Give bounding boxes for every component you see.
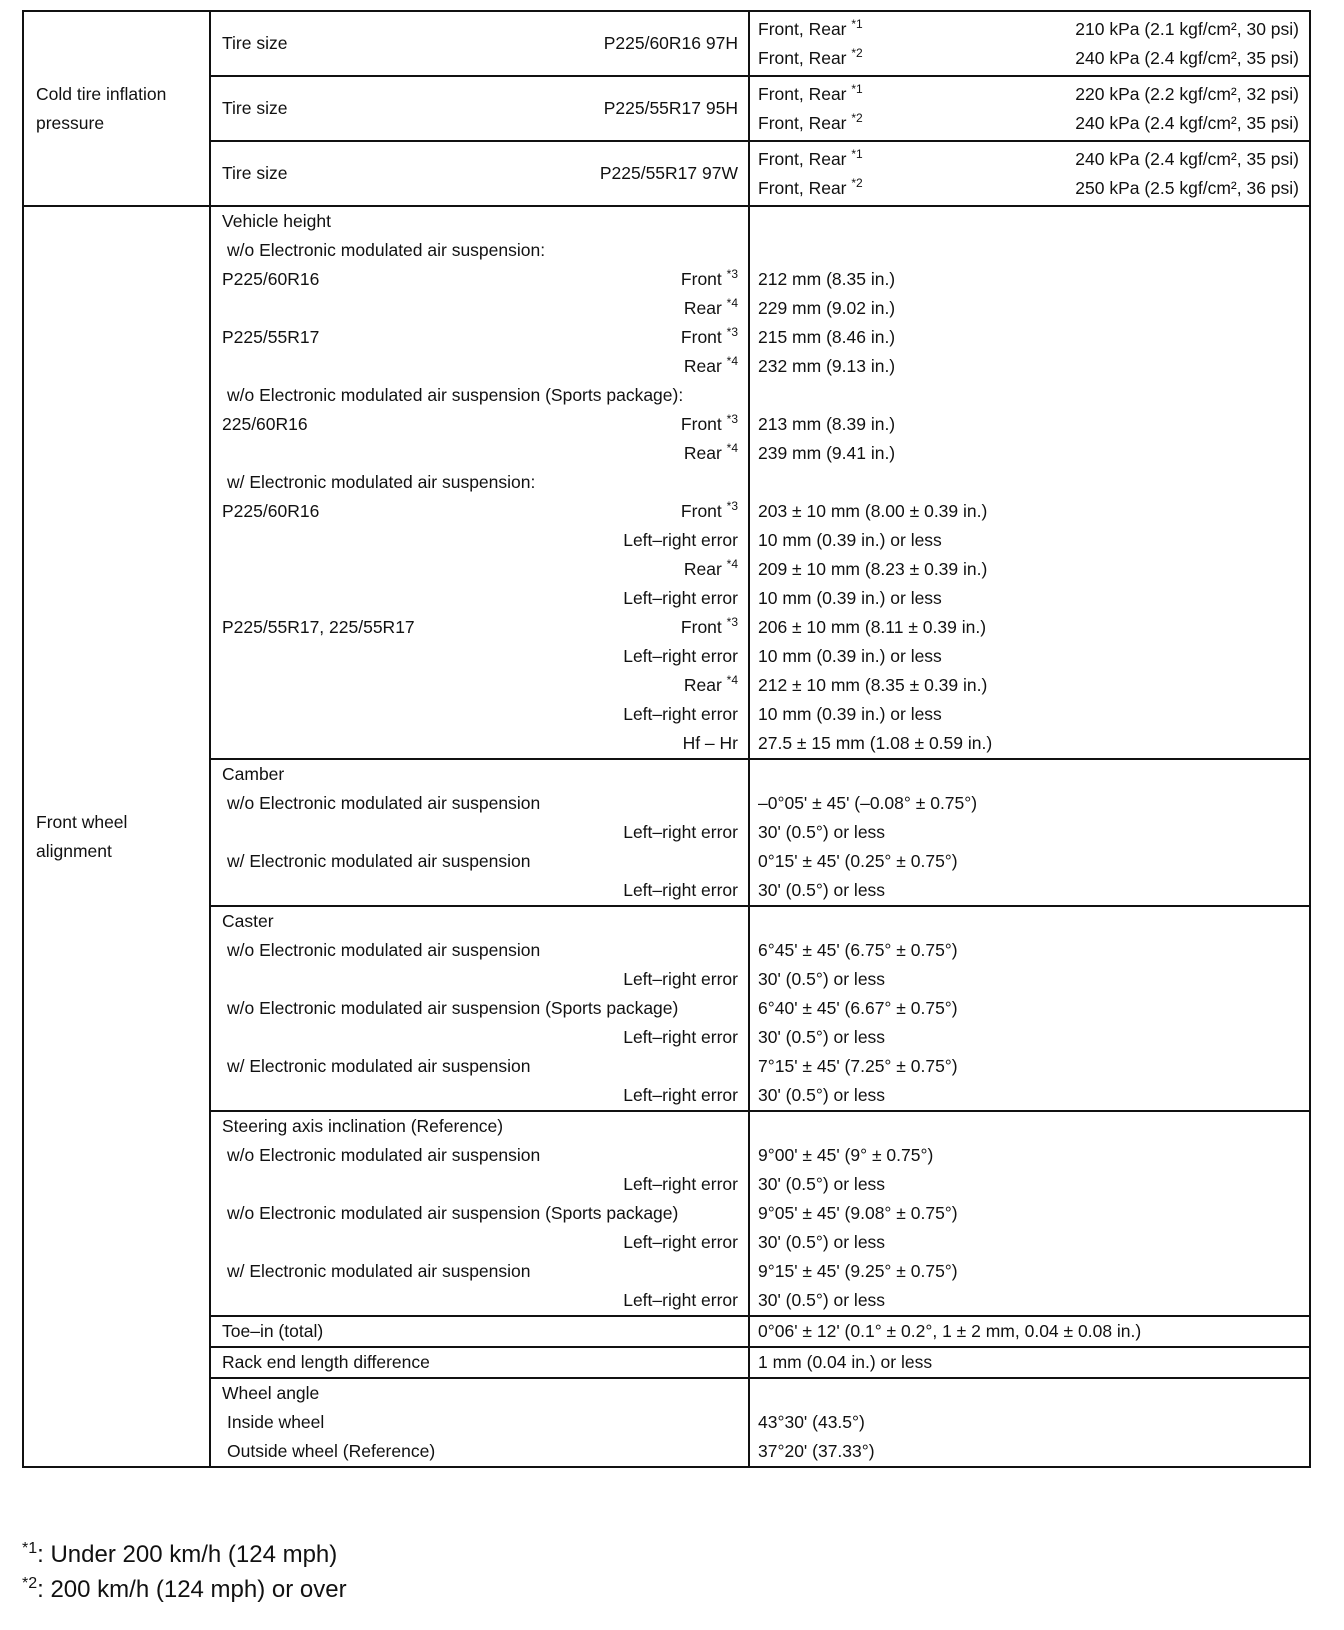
spec-condition — [623, 1170, 738, 1199]
pressure-value: 210 kPa (2.1 kgf/cm², 30 psi) — [1075, 19, 1299, 39]
tire-size-label: Tire size — [222, 98, 288, 118]
spec-description-cell — [210, 1111, 749, 1316]
tire-size-line — [211, 159, 748, 188]
spec-line — [211, 1228, 748, 1257]
spec-condition-label: Left–right error — [623, 1174, 738, 1194]
spec-line — [211, 381, 748, 410]
spec-item-label: P225/55R17, 225/55R17 — [222, 617, 415, 637]
spec-value-cell — [749, 1347, 1310, 1378]
spec-value-line — [750, 1081, 1309, 1110]
spec-value-line — [750, 700, 1309, 729]
spec-value-line — [750, 671, 1309, 700]
spec-condition — [623, 584, 738, 613]
spec-value: 0°06' ± 12' (0.1° ± 0.2°, 1 ± 2 mm, 0.04 ± 0.08 in.) — [758, 1321, 1142, 1341]
footnote-ref: *3 — [726, 615, 738, 630]
spec-line — [211, 1348, 748, 1377]
spec-value-line — [750, 265, 1309, 294]
spec-line — [211, 1052, 748, 1081]
spec-value-line — [750, 1170, 1309, 1199]
spec-value-line — [750, 876, 1309, 905]
spec-description-cell — [210, 1378, 749, 1467]
spec-item-label: w/o Electronic modulated air suspension (Sports package) — [227, 1203, 679, 1223]
spec-condition-label: Left–right error — [623, 646, 738, 666]
spec-item-label: Camber — [222, 764, 285, 784]
spec-value-line — [750, 1286, 1309, 1315]
spec-value-cell — [749, 759, 1310, 906]
spec-value-line — [750, 1408, 1309, 1437]
spec-value: 10 mm (0.39 in.) or less — [758, 646, 942, 666]
spec-value-line — [750, 1199, 1309, 1228]
spec-line — [211, 847, 748, 876]
spec-description-cell — [210, 206, 749, 759]
spec-value: 209 ± 10 mm (8.23 ± 0.39 in.) — [758, 559, 988, 579]
spec-value: 6°45' ± 45' (6.75° ± 0.75°) — [758, 940, 958, 960]
spec-line — [211, 907, 748, 936]
spec-line — [211, 760, 748, 789]
pressure-condition-label: Front, Rear — [758, 113, 847, 133]
pressure-line — [750, 174, 1309, 203]
spec-value-line — [750, 352, 1309, 381]
spec-condition-label: Left–right error — [623, 1027, 738, 1047]
spec-condition — [623, 876, 738, 905]
spec-condition-label: Front — [680, 501, 722, 521]
spec-line — [211, 642, 748, 671]
pressure-condition-label: Front, Rear — [758, 19, 847, 39]
spec-condition — [681, 265, 738, 294]
pressure-value: 240 kPa (2.4 kgf/cm², 35 psi) — [1075, 149, 1299, 169]
spec-line — [211, 1317, 748, 1346]
category-label: Cold tire inflation pressure — [36, 83, 167, 133]
spec-condition — [623, 818, 738, 847]
category-cold-tire-cell — [23, 11, 210, 206]
spec-item-label: Caster — [222, 911, 274, 931]
spec-condition — [623, 1081, 738, 1110]
spec-item-label: P225/55R17 — [222, 327, 320, 347]
spec-value-line — [750, 381, 1309, 410]
spec-description-cell — [210, 906, 749, 1111]
spec-value-line — [750, 907, 1309, 936]
tire-size-value: P225/55R17 95H — [603, 98, 738, 118]
pressure-condition — [758, 109, 863, 138]
spec-line — [211, 1437, 748, 1466]
spec-value-line — [750, 1437, 1309, 1466]
spec-item-label: Vehicle height — [222, 211, 331, 231]
spec-value: 43°30' (43.5°) — [758, 1412, 865, 1432]
footnote-ref: *1 — [851, 17, 863, 32]
spec-condition — [623, 700, 738, 729]
spec-value-line — [750, 1228, 1309, 1257]
spec-value: 7°15' ± 45' (7.25° ± 0.75°) — [758, 1056, 958, 1076]
spec-value: 6°40' ± 45' (6.67° ± 0.75°) — [758, 998, 958, 1018]
tire-pressure-row — [23, 76, 1310, 141]
footnote-mark: *2 — [22, 1575, 38, 1592]
spec-line — [211, 936, 748, 965]
tire-size-label: Tire size — [222, 33, 288, 53]
alignment-section-toe-in — [23, 1316, 1310, 1347]
spec-value-line — [750, 847, 1309, 876]
pressure-line — [750, 15, 1309, 44]
pressure-line — [750, 80, 1309, 109]
spec-condition — [681, 497, 738, 526]
spec-line — [211, 323, 748, 352]
spec-condition — [623, 526, 738, 555]
tire-size-line — [211, 29, 748, 58]
spec-value: 9°00' ± 45' (9° ± 0.75°) — [758, 1145, 934, 1165]
tire-size-value: P225/55R17 97W — [599, 163, 738, 183]
pressure-values-cell — [749, 11, 1310, 76]
spec-value-line — [750, 818, 1309, 847]
spec-value: 0°15' ± 45' (0.25° ± 0.75°) — [758, 851, 958, 871]
alignment-section-steering-axis — [23, 1111, 1310, 1316]
spec-item-label: w/o Electronic modulated air suspension — [227, 940, 541, 960]
pressure-values-cell — [749, 141, 1310, 206]
spec-line — [211, 613, 748, 642]
spec-condition-label: Left–right error — [623, 969, 738, 989]
spec-value: 229 mm (9.02 in.) — [758, 298, 896, 318]
spec-value: 30' (0.5°) or less — [758, 969, 886, 989]
spec-line — [211, 526, 748, 555]
spec-value-line — [750, 1317, 1309, 1346]
spec-value: 9°15' ± 45' (9.25° ± 0.75°) — [758, 1261, 958, 1281]
spec-line — [211, 1081, 748, 1110]
spec-value-line — [750, 760, 1309, 789]
spec-item-label: w/o Electronic modulated air suspension (Sports package) — [227, 998, 679, 1018]
spec-value: 212 ± 10 mm (8.35 ± 0.39 in.) — [758, 675, 988, 695]
spec-line — [211, 994, 748, 1023]
footnote-ref: *3 — [726, 412, 738, 427]
spec-item-label: w/o Electronic modulated air suspension: — [227, 240, 546, 260]
footnote-ref: *2 — [851, 111, 863, 126]
spec-value-cell — [749, 1378, 1310, 1467]
spec-line — [211, 207, 748, 236]
spec-item-label: Outside wheel (Reference) — [227, 1441, 436, 1461]
pressure-values-cell — [749, 76, 1310, 141]
spec-condition — [684, 352, 738, 381]
spec-condition-label: Left–right error — [623, 822, 738, 842]
spec-line — [211, 584, 748, 613]
pressure-condition — [758, 80, 863, 109]
pressure-condition — [758, 145, 863, 174]
tire-size-label: Tire size — [222, 163, 288, 183]
tire-pressure-row — [23, 141, 1310, 206]
spec-condition-label: Left–right error — [623, 1290, 738, 1310]
spec-value: 213 mm (8.39 in.) — [758, 414, 896, 434]
pressure-condition — [758, 44, 863, 73]
spec-value: 30' (0.5°) or less — [758, 880, 886, 900]
footnote-text: : 200 km/h (124 mph) or over — [37, 1576, 347, 1603]
spec-item-label: P225/60R16 — [222, 501, 320, 521]
footnote-ref: *2 — [851, 46, 863, 61]
category-front-wheel-cell — [23, 206, 210, 1467]
spec-condition-label: Left–right error — [623, 588, 738, 608]
spec-line — [211, 468, 748, 497]
spec-condition-label: Front — [680, 269, 722, 289]
spec-condition-label: Rear — [683, 298, 722, 318]
footnote-text: : Under 200 km/h (124 mph) — [37, 1541, 338, 1568]
spec-condition-label: Front — [680, 617, 722, 637]
spec-value-line — [750, 1257, 1309, 1286]
pressure-line — [750, 109, 1309, 138]
spec-item-label: w/o Electronic modulated air suspension — [227, 793, 541, 813]
spec-condition — [684, 294, 738, 323]
footnote-ref: *1 — [851, 147, 863, 162]
pressure-line — [750, 145, 1309, 174]
spec-condition-label: Rear — [683, 675, 722, 695]
spec-line — [211, 1141, 748, 1170]
spec-item-label: Wheel angle — [222, 1383, 320, 1403]
spec-description-cell — [210, 1316, 749, 1347]
spec-value-line — [750, 994, 1309, 1023]
spec-line — [211, 818, 748, 847]
spec-value-cell — [749, 1111, 1310, 1316]
spec-value: 212 mm (8.35 in.) — [758, 269, 896, 289]
spec-item-label: 225/60R16 — [222, 414, 308, 434]
spec-line — [211, 1199, 748, 1228]
alignment-section-vehicle-height — [23, 206, 1310, 759]
spec-condition — [681, 410, 738, 439]
tire-size-value: P225/60R16 97H — [603, 33, 738, 53]
spec-condition-label: Rear — [683, 559, 722, 579]
tire-size-line — [211, 94, 748, 123]
footnote — [22, 1537, 347, 1572]
spec-value: 215 mm (8.46 in.) — [758, 327, 896, 347]
spec-value-line — [750, 410, 1309, 439]
spec-item-label: w/ Electronic modulated air suspension — [227, 851, 531, 871]
spec-line — [211, 700, 748, 729]
spec-line — [211, 439, 748, 468]
spec-line — [211, 236, 748, 265]
spec-condition — [623, 1023, 738, 1052]
spec-value: 10 mm (0.39 in.) or less — [758, 588, 942, 608]
spec-value-line — [750, 1023, 1309, 1052]
pressure-line — [750, 44, 1309, 73]
spec-value-line — [750, 1348, 1309, 1377]
spec-line — [211, 789, 748, 818]
spec-value-cell — [749, 1316, 1310, 1347]
pressure-condition-label: Front, Rear — [758, 48, 847, 68]
spec-value: 203 ± 10 mm (8.00 ± 0.39 in.) — [758, 501, 988, 521]
spec-condition-label: Left–right error — [623, 1085, 738, 1105]
alignment-section-caster — [23, 906, 1310, 1111]
spec-value-line — [750, 526, 1309, 555]
tire-pressure-row — [23, 11, 1310, 76]
spec-item-label: w/o Electronic modulated air suspension — [227, 1145, 541, 1165]
footnote-mark: *1 — [22, 1540, 38, 1557]
spec-item-label: w/ Electronic modulated air suspension — [227, 1261, 531, 1281]
footnote-ref: *4 — [726, 557, 738, 572]
spec-value-line — [750, 439, 1309, 468]
spec-value: 30' (0.5°) or less — [758, 822, 886, 842]
pressure-value: 250 kPa (2.5 kgf/cm², 36 psi) — [1075, 178, 1299, 198]
spec-value: 30' (0.5°) or less — [758, 1027, 886, 1047]
footnote-ref: *1 — [851, 82, 863, 97]
spec-condition-label: Left–right error — [623, 1232, 738, 1252]
spec-value-line — [750, 965, 1309, 994]
spec-value: 9°05' ± 45' (9.08° ± 0.75°) — [758, 1203, 958, 1223]
spec-line — [211, 671, 748, 700]
spec-value: 206 ± 10 mm (8.11 ± 0.39 in.) — [758, 617, 987, 637]
spec-description-cell — [210, 759, 749, 906]
pressure-value: 220 kPa (2.2 kgf/cm², 32 psi) — [1075, 84, 1299, 104]
spec-item-label: Toe–in (total) — [222, 1321, 324, 1341]
spec-value: 10 mm (0.39 in.) or less — [758, 530, 942, 550]
footnote-ref: *4 — [726, 354, 738, 369]
spec-item-label: Rack end length difference — [222, 1352, 430, 1372]
spec-value-line — [750, 1052, 1309, 1081]
footnote — [22, 1572, 347, 1607]
footnote-ref: *4 — [726, 441, 738, 456]
spec-condition — [683, 729, 738, 758]
spec-value: 10 mm (0.39 in.) or less — [758, 704, 942, 724]
footnote-ref: *3 — [726, 499, 738, 514]
spec-value-line — [750, 1112, 1309, 1141]
spec-table — [22, 10, 1311, 1468]
spec-item-label: w/ Electronic modulated air suspension: — [227, 472, 536, 492]
spec-item-label: w/ Electronic modulated air suspension — [227, 1056, 531, 1076]
spec-condition-label: Left–right error — [623, 880, 738, 900]
pressure-value: 240 kPa (2.4 kgf/cm², 35 psi) — [1075, 48, 1299, 68]
spec-value: 30' (0.5°) or less — [758, 1290, 886, 1310]
spec-condition — [684, 671, 738, 700]
spec-value-line — [750, 207, 1309, 236]
spec-table-body — [23, 11, 1310, 1467]
spec-line — [211, 1257, 748, 1286]
spec-value: 30' (0.5°) or less — [758, 1085, 886, 1105]
spec-line — [211, 352, 748, 381]
spec-value-line — [750, 323, 1309, 352]
spec-condition-label: Front — [680, 414, 722, 434]
spec-line — [211, 1170, 748, 1199]
spec-value-line — [750, 642, 1309, 671]
category-label: Front wheel alignment — [36, 811, 128, 861]
spec-value-line — [750, 789, 1309, 818]
footnotes — [22, 1537, 347, 1607]
spec-line — [211, 1023, 748, 1052]
spec-value-line — [750, 613, 1309, 642]
pressure-condition-label: Front, Rear — [758, 84, 847, 104]
spec-value: –0°05' ± 45' (–0.08° ± 0.75°) — [758, 793, 978, 813]
spec-condition-label: Rear — [683, 356, 722, 376]
spec-line — [211, 497, 748, 526]
spec-value: 1 mm (0.04 in.) or less — [758, 1352, 933, 1372]
spec-value: 30' (0.5°) or less — [758, 1174, 886, 1194]
spec-item-label: Inside wheel — [227, 1412, 325, 1432]
spec-line — [211, 1408, 748, 1437]
footnote-ref: *4 — [726, 296, 738, 311]
spec-line — [211, 876, 748, 905]
spec-value-line — [750, 468, 1309, 497]
spec-condition-label: Hf – Hr — [682, 733, 738, 753]
spec-value-line — [750, 294, 1309, 323]
spec-line — [211, 1286, 748, 1315]
spec-value: 37°20' (37.33°) — [758, 1441, 875, 1461]
spec-value-line — [750, 1141, 1309, 1170]
tire-size-cell — [210, 141, 749, 206]
alignment-section-rack-end — [23, 1347, 1310, 1378]
pressure-condition-label: Front, Rear — [758, 149, 847, 169]
spec-value-cell — [749, 206, 1310, 759]
spec-line — [211, 265, 748, 294]
spec-line — [211, 555, 748, 584]
spec-condition-label: Rear — [683, 443, 722, 463]
pressure-condition — [758, 15, 863, 44]
pressure-condition-label: Front, Rear — [758, 178, 847, 198]
spec-description-cell — [210, 1347, 749, 1378]
spec-condition — [623, 1228, 738, 1257]
spec-value: 27.5 ± 15 mm (1.08 ± 0.59 in.) — [758, 733, 993, 753]
spec-condition — [623, 1286, 738, 1315]
spec-condition — [623, 965, 738, 994]
spec-line — [211, 965, 748, 994]
spec-item-label: P225/60R16 — [222, 269, 320, 289]
spec-condition — [623, 642, 738, 671]
spec-item-label: Steering axis inclination (Reference) — [222, 1116, 504, 1136]
spec-condition-label: Front — [680, 327, 722, 347]
spec-condition-label: Left–right error — [623, 530, 738, 550]
spec-line — [211, 294, 748, 323]
footnote-ref: *3 — [726, 325, 738, 340]
spec-value-line — [750, 497, 1309, 526]
footnote-ref: *4 — [726, 673, 738, 688]
spec-value: 30' (0.5°) or less — [758, 1232, 886, 1252]
spec-line — [211, 1379, 748, 1408]
alignment-section-camber — [23, 759, 1310, 906]
spec-condition — [684, 439, 738, 468]
spec-line — [211, 729, 748, 758]
spec-value-line — [750, 584, 1309, 613]
spec-item-label: w/o Electronic modulated air suspension (Sports package): — [227, 385, 684, 405]
spec-condition-label: Left–right error — [623, 704, 738, 724]
footnote-ref: *2 — [851, 176, 863, 191]
spec-value-line — [750, 936, 1309, 965]
spec-value-cell — [749, 906, 1310, 1111]
footnote-ref: *3 — [726, 267, 738, 282]
alignment-section-wheel-angle — [23, 1378, 1310, 1467]
spec-value-line — [750, 1379, 1309, 1408]
spec-value-line — [750, 729, 1309, 758]
spec-line — [211, 410, 748, 439]
pressure-condition — [758, 174, 863, 203]
pressure-value: 240 kPa (2.4 kgf/cm², 35 psi) — [1075, 113, 1299, 133]
spec-condition — [681, 613, 738, 642]
spec-value: 239 mm (9.41 in.) — [758, 443, 896, 463]
spec-value-line — [750, 236, 1309, 265]
tire-size-cell — [210, 11, 749, 76]
spec-line — [211, 1112, 748, 1141]
spec-condition — [684, 555, 738, 584]
spec-condition — [681, 323, 738, 352]
tire-size-cell — [210, 76, 749, 141]
spec-value: 232 mm (9.13 in.) — [758, 356, 896, 376]
spec-value-line — [750, 555, 1309, 584]
